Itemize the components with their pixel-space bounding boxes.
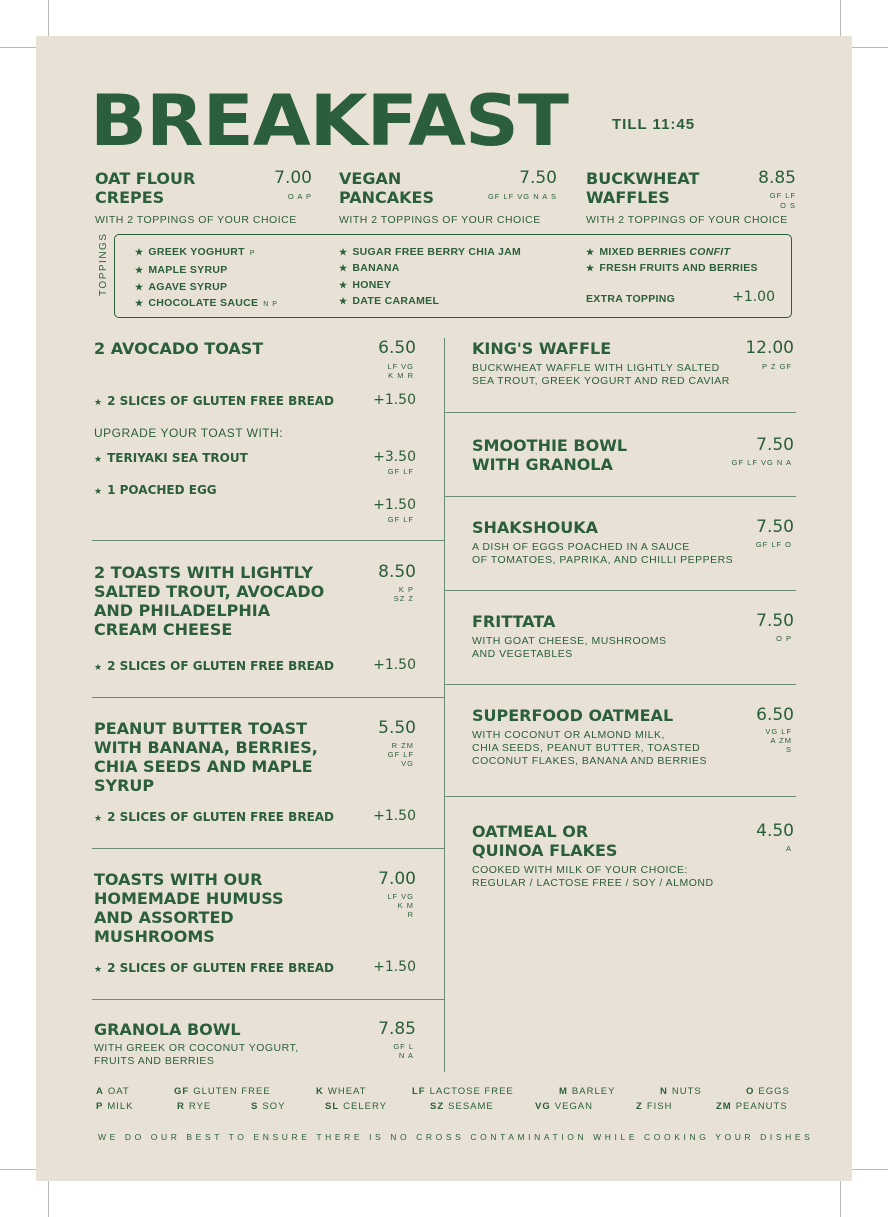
- legend-item: ZM PEANUTS: [716, 1101, 788, 1112]
- legend-item: P MILK: [96, 1101, 134, 1112]
- allergen-codes: A: [785, 844, 792, 853]
- item-name: KING'S WAFFLE: [472, 339, 612, 358]
- item-description: BUCKWHEAT WAFFLE WITH LIGHTLY SALTED: [472, 362, 720, 374]
- legend-item: O EGGS: [746, 1086, 790, 1097]
- toppings-col-2: [339, 244, 521, 309]
- price: 7.50: [519, 168, 557, 188]
- allergen-codes: GF LF: [769, 191, 796, 200]
- divider: [444, 412, 796, 413]
- star-icon: ★: [94, 814, 103, 824]
- extra-topping-price: +1.00: [732, 289, 775, 305]
- divider: [92, 697, 444, 698]
- star-icon: ★: [339, 295, 348, 306]
- divider: [92, 999, 444, 1000]
- price: 7.50: [756, 517, 794, 537]
- legend-item: SZ SESAME: [430, 1101, 494, 1112]
- allergen-codes: O P: [776, 634, 792, 643]
- item-description: FRUITS AND BERRIES: [94, 1055, 215, 1067]
- toppings-box: [114, 234, 792, 318]
- allergen-codes: GF L: [393, 1042, 414, 1051]
- allergen-codes: VG LF: [765, 727, 792, 736]
- price: 6.50: [756, 705, 794, 725]
- legend-item: SL CELERY: [325, 1101, 387, 1112]
- item-humus-toasts: TOASTS WITH OUR HOMEMADE HUMUSS AND ASSORTED MUSHROOMS 7.00 LF VG K M R ★ 2 SLICES OF GLUTEN FREE BREAD +1.50: [94, 869, 416, 975]
- star-icon: ★: [94, 455, 103, 465]
- crop-mark: [840, 0, 841, 36]
- item-shakshouka: [472, 518, 794, 567]
- price: 12.00: [745, 338, 794, 358]
- allergen-codes: SZ Z: [393, 594, 414, 603]
- legend-item: VG VEGAN: [535, 1101, 593, 1112]
- star-icon: ★: [94, 663, 103, 673]
- star-icon: ★: [94, 965, 103, 975]
- item-trout-toasts: 2 TOASTS WITH LIGHTLY SALTED TROUT, AVOCADO AND PHILADELPHIA CREAM CHEESE 8.50 K P SZ Z ★ 2 SLICES OF GLUTEN FREE BREAD +1.50: [94, 562, 416, 673]
- allergen-codes: S: [785, 745, 792, 754]
- legend-item: M BARLEY: [559, 1086, 616, 1097]
- item-description: WITH COCONUT OR ALMOND MILK,: [472, 729, 665, 741]
- column-divider: [444, 338, 445, 1072]
- item-name: 2 AVOCADO TOAST: [94, 339, 264, 358]
- extra-price: +1.50: [373, 657, 416, 673]
- star-icon: ★: [586, 247, 595, 257]
- item-description: COCONUT FLAKES, BANANA AND BERRIES: [472, 755, 708, 767]
- extra-price: +1.50: [373, 392, 416, 408]
- item-peanut-butter-toast: PEANUT BUTTER TOAST WITH BANANA, BERRIES, CHIA SEEDS AND MAPLE SYRUP 5.50 R ZM GF LF VG ★ 2 SLICES OF GLUTEN FREE BREAD +1.50: [94, 718, 416, 824]
- item-superfood-oatmeal: [472, 706, 794, 768]
- item-description: COOKED WITH MILK OF YOUR CHOICE:: [472, 864, 688, 876]
- crop-mark: [840, 1181, 841, 1217]
- item-description: CHIA SEEDS, PEANUT BUTTER, TOASTED: [472, 742, 701, 754]
- item-vegan-pancakes: VEGAN PANCAKES 7.50 GF LF VG N A S WITH 2 TOPPINGS OF YOUR CHOICE: [339, 168, 557, 226]
- allergen-codes: N A: [398, 1051, 414, 1060]
- upgrade-price: +1.50: [373, 497, 416, 513]
- allergen-legend: [96, 1086, 796, 1116]
- allergen-codes: R ZM: [391, 741, 414, 750]
- allergen-codes: O A P: [287, 192, 312, 201]
- price: 7.50: [756, 435, 794, 455]
- topping-item: ★ HONEY: [339, 278, 392, 291]
- topping-item: ★ MAPLE SYRUP: [135, 264, 228, 277]
- price: 7.85: [378, 1019, 416, 1039]
- item-description: WITH 2 TOPPINGS OF YOUR CHOICE: [95, 214, 297, 226]
- extra-option: ★ 2 SLICES OF GLUTEN FREE BREAD: [94, 394, 335, 408]
- crop-mark: [852, 47, 888, 48]
- price: 4.50: [756, 821, 794, 841]
- price: 6.50: [378, 338, 416, 358]
- star-icon: ★: [339, 263, 348, 274]
- allergen-codes: K M R: [388, 371, 414, 380]
- item-name: SUPERFOOD OATMEAL: [472, 706, 674, 725]
- item-description: WITH GOAT CHEESE, MUSHROOMS: [472, 635, 667, 647]
- star-icon: ★: [135, 297, 144, 308]
- toppings-col-3: [586, 244, 758, 277]
- star-icon: ★: [135, 247, 144, 257]
- extra-option: ★ 2 SLICES OF GLUTEN FREE BREAD: [94, 961, 335, 975]
- item-name: SHAKSHOUKA: [472, 518, 598, 537]
- divider: [444, 684, 796, 685]
- star-icon: ★: [94, 487, 103, 497]
- item-oat-flour-crepes: OAT FLOUR CREPES 7.00 O A P WITH 2 TOPPINGS OF YOUR CHOICE: [95, 169, 315, 227]
- topping-item: ★ SUGAR FREE BERRY CHIA JAM: [339, 246, 522, 258]
- item-description: WITH GREEK OR COCONUT YOGURT,: [94, 1042, 299, 1054]
- star-icon: ★: [339, 247, 348, 257]
- extra-option: ★ 2 SLICES OF GLUTEN FREE BREAD: [94, 810, 335, 824]
- item-description: WITH 2 TOPPINGS OF YOUR CHOICE: [586, 214, 788, 226]
- allergen-codes: GF LF: [387, 467, 414, 476]
- star-icon: ★: [586, 263, 595, 274]
- allergen-codes: K P: [398, 585, 414, 594]
- star-icon: ★: [339, 279, 348, 290]
- crop-mark: [48, 1181, 49, 1217]
- menu-page: [36, 36, 852, 1181]
- item-oatmeal-quinoa: OATMEAL OR QUINOA FLAKES 4.50 A COOKED WITH MILK OF YOUR CHOICE: REGULAR / LACTOSE FREE / SOY / ALMOND: [472, 821, 794, 889]
- divider: [444, 796, 796, 797]
- price: 8.50: [378, 562, 416, 582]
- allergen-codes: R: [407, 910, 414, 919]
- legend-item: GF GLUTEN FREE: [174, 1086, 271, 1097]
- item-description: OF TOMATOES, PAPRIKA, AND CHILLI PEPPERS: [472, 554, 734, 566]
- item-frittata: [472, 612, 794, 661]
- item-description: WITH 2 TOPPINGS OF YOUR CHOICE: [339, 214, 541, 226]
- allergen-codes: A ZM: [770, 736, 792, 745]
- legend-item: S SOY: [251, 1101, 286, 1112]
- topping-item: ★ CHOCOLATE SAUCE N P: [135, 296, 278, 309]
- legend-item: N NUTS: [660, 1086, 702, 1097]
- item-granola-bowl: [94, 1020, 416, 1070]
- allergen-codes: O S: [780, 201, 796, 210]
- topping-item: ★ FRESH FRUITS AND BERRIES: [586, 262, 758, 275]
- divider: [92, 848, 444, 849]
- extra-option: ★ 2 SLICES OF GLUTEN FREE BREAD: [94, 659, 335, 673]
- allergen-codes: P Z GF: [761, 362, 792, 371]
- legend-item: LF LACTOSE FREE: [412, 1086, 514, 1097]
- menu-title: BREAKFAST: [90, 80, 568, 162]
- price: 7.00: [378, 869, 416, 889]
- cross-contamination-notice: WE DO OUR BEST TO ENSURE THERE IS NO CROSS CONTAMINATION WHILE COOKING YOUR DISHES: [98, 1132, 814, 1142]
- item-description: SEA TROUT, GREEK YOGURT AND RED CAVIAR: [472, 375, 730, 387]
- extra-price: +1.50: [373, 808, 416, 824]
- item-name: GRANOLA BOWL: [94, 1020, 241, 1039]
- toppings-col-1: [135, 244, 278, 313]
- star-icon: ★: [135, 281, 144, 292]
- allergen-codes: VG: [401, 759, 414, 768]
- topping-item: ★ MIXED BERRIES CONFIT: [586, 246, 731, 258]
- price: 8.85: [758, 168, 796, 188]
- allergen-codes: GF LF VG N A S: [487, 192, 557, 201]
- upgrade-option: ★ 1 POACHED EGG: [94, 483, 217, 497]
- item-description: REGULAR / LACTOSE FREE / SOY / ALMOND: [472, 877, 714, 889]
- allergen-codes: GF LF: [387, 515, 414, 524]
- item-name: FRITTATA: [472, 612, 556, 631]
- topping-item: ★ BANANA: [339, 262, 400, 275]
- item-buckwheat-waffles: BUCKWHEAT WAFFLES 8.85 GF LF O S WITH 2 TOPPINGS OF YOUR CHOICE: [586, 168, 796, 226]
- price: 5.50: [378, 718, 416, 738]
- divider: [444, 496, 796, 497]
- upgrade-option: ★ TERIYAKI SEA TROUT: [94, 451, 248, 465]
- price: 7.00: [274, 168, 312, 188]
- item-kings-waffle: [472, 339, 794, 388]
- legend-item: A OAT: [96, 1086, 130, 1097]
- serving-hours: TILL 11:45: [612, 116, 696, 133]
- item-smoothie-bowl: SMOOTHIE BOWL WITH GRANOLA 7.50 GF LF VG N A: [472, 435, 794, 474]
- allergen-codes: LF VG: [387, 362, 414, 371]
- upgrade-label: UPGRADE YOUR TOAST WITH:: [94, 426, 284, 440]
- item-description: A DISH OF EGGS POACHED IN A SAUCE: [472, 541, 690, 553]
- legend-item: K WHEAT: [316, 1086, 367, 1097]
- crop-mark: [0, 1169, 36, 1170]
- item-avocado-toast: [94, 339, 416, 539]
- legend-item: Z FISH: [636, 1101, 673, 1112]
- crop-mark: [48, 0, 49, 36]
- allergen-codes: GF LF: [387, 750, 414, 759]
- extra-topping-label: EXTRA TOPPING: [586, 293, 676, 305]
- crop-mark: [0, 47, 36, 48]
- allergen-codes: LF VG: [387, 892, 414, 901]
- divider: [444, 590, 796, 591]
- allergen-codes: GF LF O: [755, 540, 792, 549]
- toppings-label: TOPPINGS: [98, 232, 109, 296]
- upgrade-price: +3.50: [373, 449, 416, 465]
- crop-mark: [852, 1169, 888, 1170]
- price: 7.50: [756, 611, 794, 631]
- legend-item: R RYE: [177, 1101, 212, 1112]
- allergen-codes: GF LF VG N A: [731, 458, 792, 467]
- star-icon: ★: [135, 265, 144, 276]
- topping-item: ★ AGAVE SYRUP: [135, 280, 228, 293]
- divider: [92, 540, 444, 541]
- extra-price: +1.50: [373, 959, 416, 975]
- allergen-codes: K M: [397, 901, 414, 910]
- topping-item: ★ GREEK YOGHURT P: [135, 246, 256, 258]
- star-icon: ★: [94, 398, 103, 408]
- item-description: AND VEGETABLES: [472, 648, 573, 660]
- topping-item: ★ DATE CARAMEL: [339, 294, 440, 307]
